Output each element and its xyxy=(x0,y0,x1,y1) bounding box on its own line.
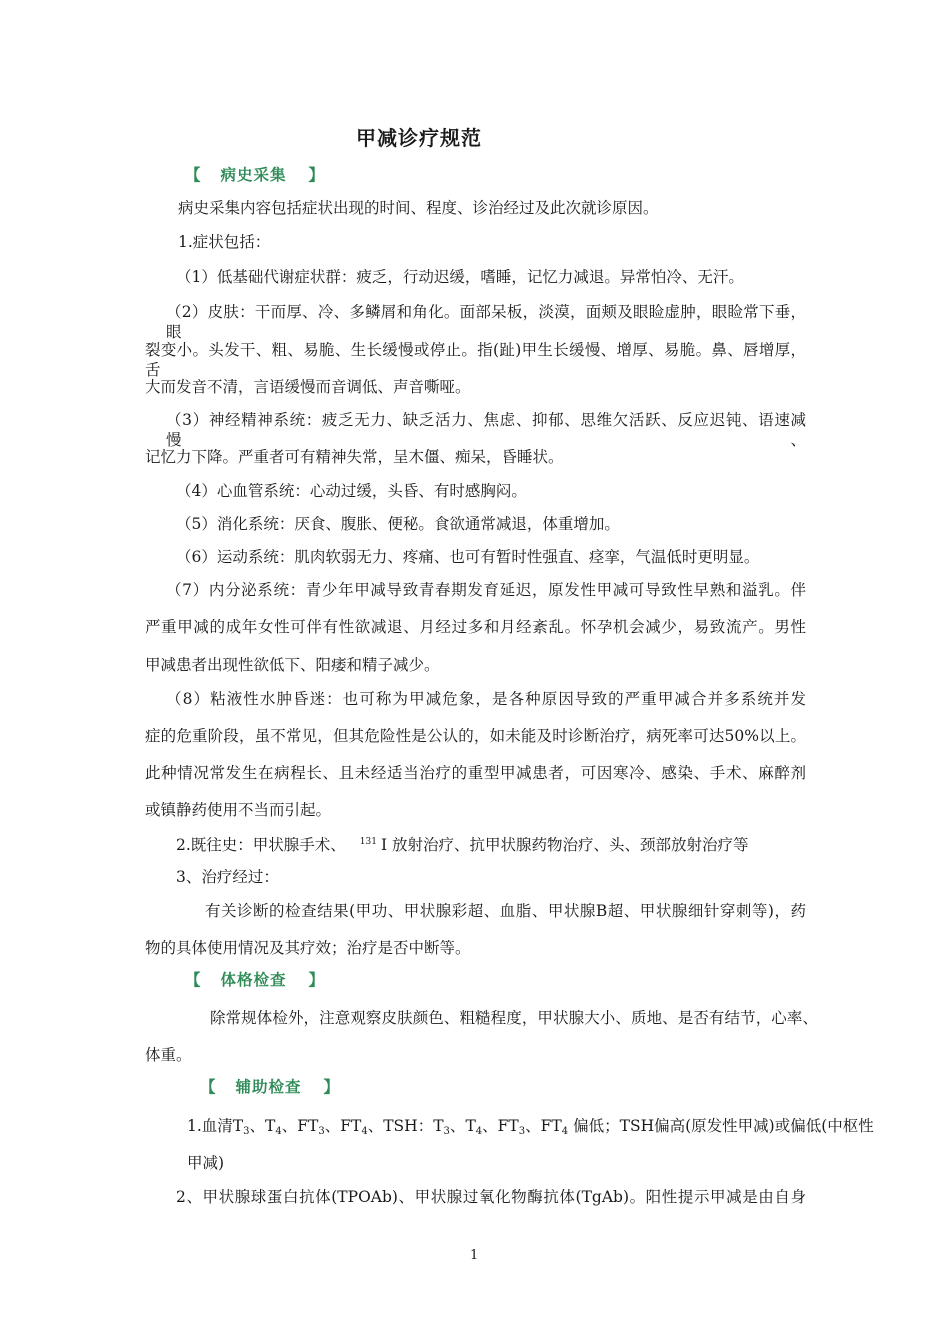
separator: 、 xyxy=(482,1117,498,1135)
symptom-item-7-line-3: 甲减患者出现性欲低下、阳痿和精子减少。 xyxy=(145,656,440,674)
bracket-open: 【 xyxy=(185,166,201,184)
section-label: 辅助检查 xyxy=(235,1078,302,1096)
history-intro: 病史采集内容包括症状出现的时间、程度、诊治经过及此次就诊原因。 xyxy=(178,199,659,217)
symptom-item-7-line-1: （7）内分泌系统：青少年甲减导致青春期发育延迟，原发性甲减可导致性早熟和溢乳。伴 xyxy=(166,581,806,599)
subscript: 3 xyxy=(518,1126,526,1137)
separator: 、 xyxy=(525,1117,541,1135)
symptom-item-3-line-2: 记忆力下降。严重者可有精神失常，呈木僵、痴呆，昏睡状。 xyxy=(145,448,564,466)
subscript: 3 xyxy=(318,1126,325,1137)
section-label: 病史采集 xyxy=(220,166,287,184)
bracket-close: 】 xyxy=(323,1078,340,1096)
symptom-item-8-line-1: （8）粘液性水肿昏迷：也可称为甲减危象，是各种原因导致的严重甲减合并多系统并发 xyxy=(166,690,806,708)
aux-item-1-line-2: 甲减) xyxy=(187,1154,225,1172)
subscript: 4 xyxy=(361,1126,368,1137)
aux-item-1-line-1 xyxy=(187,1116,874,1142)
symptom-item-2-line-3: 大而发音不清，言语缓慢而音调低、声音嘶哑。 xyxy=(145,378,471,396)
subscript: 3 xyxy=(443,1126,450,1137)
past-history-prefix: 2.既往史：甲状腺手术、 xyxy=(176,836,346,854)
hormone-t4: T xyxy=(265,1117,276,1135)
separator: 、TSH： xyxy=(367,1117,434,1135)
subscript: 4 xyxy=(561,1126,569,1137)
hormone-ft4: FT xyxy=(340,1117,362,1135)
treatment-heading: 3、治疗经过： xyxy=(176,868,279,886)
symptom-item-8-line-3: 此种情况常发生在病程长、且未经适当治疗的重型甲减患者，可因寒冷、感染、手术、麻醉剂 xyxy=(145,764,806,782)
bracket-open: 【 xyxy=(200,1078,216,1096)
aux-item-1-suffix: 偏低；TSH偏高(原发性甲减)或偏低(中枢性 xyxy=(573,1117,874,1135)
hormone-t3: T xyxy=(232,1117,244,1135)
exam-text-line-1: 除常规体检外，注意观察皮肤颜色、粗糙程度，甲状腺大小、质地、是否有结节，心率、 xyxy=(210,1009,818,1027)
symptom-item-3-line-1: （3）神经精神系统：疲乏无力、缺乏活力、焦虑、抑郁、思维欠活跃、反应迟钝、语速减慢、 xyxy=(166,411,806,449)
symptom-item-7-line-2: 严重甲减的成年女性可伴有性欲减退、月经过多和月经紊乱。怀孕机会减少，易致流产。男性 xyxy=(145,618,806,636)
hormone-t4: T xyxy=(465,1117,476,1135)
symptom-item-2-line-2: 裂变小。头发干、粗、易脆、生长缓慢或停止。指(趾)甲生长缓慢、增厚、易脆。鼻、唇增厚，舌 xyxy=(145,341,806,379)
hormone-ft3: FT xyxy=(497,1117,519,1135)
bracket-close: 】 xyxy=(308,971,325,989)
hormone-ft4: FT xyxy=(540,1117,562,1135)
treatment-line-1: 有关诊断的检查结果(甲功、甲状腺彩超、血脂、甲状腺B超、甲状腺细针穿刺等)，药 xyxy=(205,902,806,920)
symptoms-heading: 1.症状包括： xyxy=(178,233,271,251)
separator: 、 xyxy=(449,1117,466,1135)
past-history xyxy=(176,832,749,855)
symptom-item-1: （1）低基础代谢症状群：疲乏，行动迟缓，嗜睡，记忆力减退。异常怕冷、无汗。 xyxy=(176,268,744,286)
treatment-line-2: 物的具体使用情况及其疗效；治疗是否中断等。 xyxy=(145,939,471,957)
section-heading-aux xyxy=(200,1077,339,1097)
separator: 、 xyxy=(249,1117,266,1135)
section-heading-history xyxy=(185,165,324,185)
past-history-suffix: I 放射治疗、抗甲状腺药物治疗、头、颈部放射治疗等 xyxy=(380,836,749,854)
subscript: 3 xyxy=(243,1126,250,1137)
symptom-item-8-line-2: 症的危重阶段，虽不常见，但其危险性是公认的，如未能及时诊断治疗，病死率可达50%以上。 xyxy=(145,727,806,745)
subscript: 4 xyxy=(475,1126,483,1137)
separator: 、 xyxy=(281,1117,298,1135)
symptom-item-6: （6）运动系统：肌肉软弱无力、疼痛、也可有暂时性强直、痉挛，气温低时更明显。 xyxy=(176,548,760,566)
page-title: 甲减诊疗规范 xyxy=(356,126,482,150)
symptom-item-8-line-4: 或镇静药使用不当而引起。 xyxy=(145,801,332,819)
symptom-item-2-line-1: （2）皮肤：干而厚、冷、多鳞屑和角化。面部呆板，淡漠，面颊及眼睑虚肿，眼睑常下垂，眼 xyxy=(166,303,806,341)
symptom-item-4: （4）心血管系统：心动过缓，头昏、有时感胸闷。 xyxy=(176,482,527,500)
aux-item-1-prefix: 1.血清 xyxy=(187,1117,233,1135)
separator: 、 xyxy=(324,1117,341,1135)
isotope-superscript: 131 xyxy=(359,837,377,847)
subscript: 4 xyxy=(275,1126,282,1137)
hormone-ft3: FT xyxy=(297,1117,319,1135)
exam-text-line-2: 体重。 xyxy=(145,1046,192,1064)
symptom-item-5: （5）消化系统：厌食、腹胀、便秘。食欲通常减退，体重增加。 xyxy=(176,515,620,533)
aux-item-2: 2、甲状腺球蛋白抗体(TPOAb)、甲状腺过氧化物酶抗体(TgAb)。阳性提示甲减是由自身 xyxy=(176,1188,806,1206)
bracket-close: 】 xyxy=(308,166,325,184)
hormone-t3: T xyxy=(433,1117,444,1135)
section-heading-exam xyxy=(185,970,324,990)
section-label: 体格检查 xyxy=(220,971,287,989)
bracket-open: 【 xyxy=(185,971,201,989)
page-number: 1 xyxy=(470,1248,479,1263)
